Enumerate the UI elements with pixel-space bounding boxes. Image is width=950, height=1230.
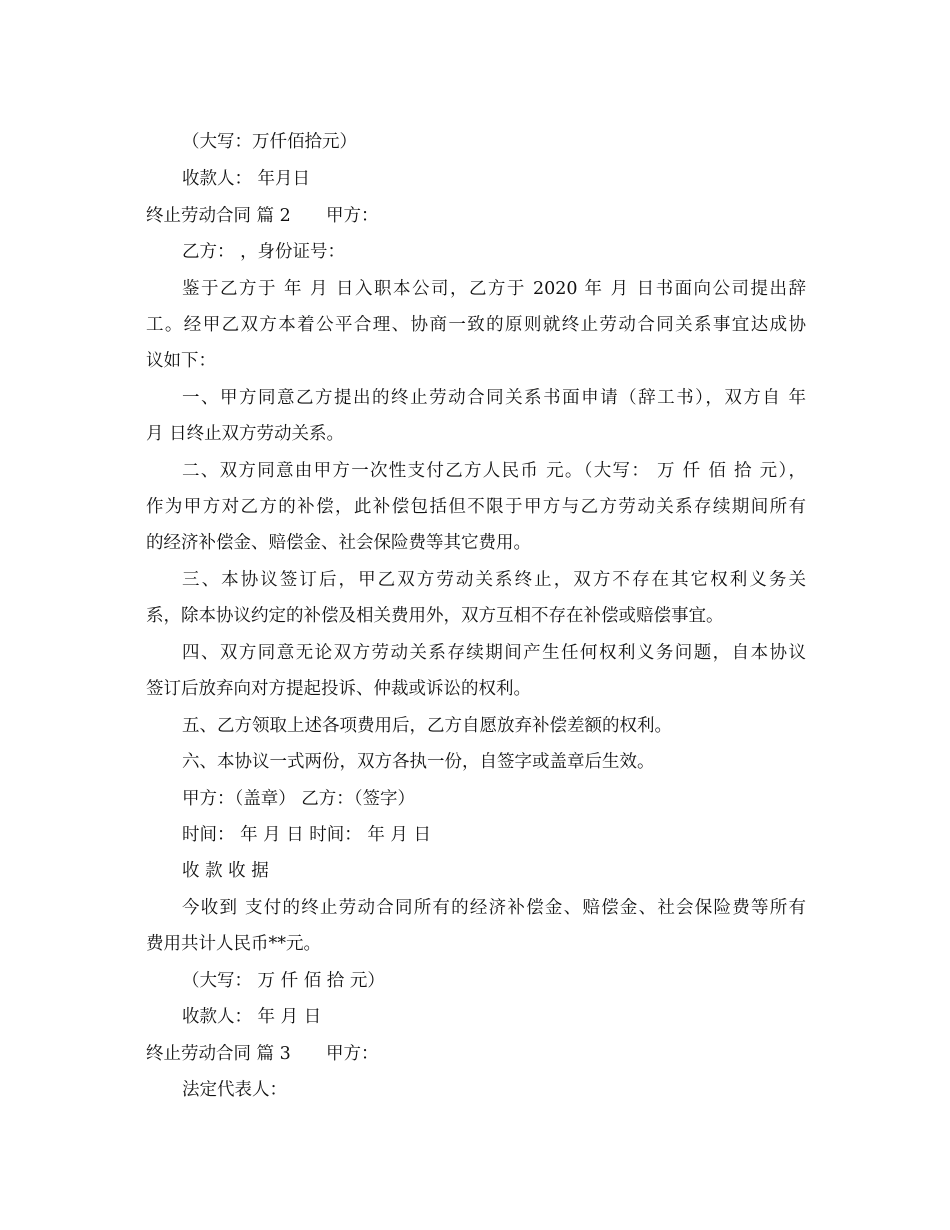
date-line: 时间： 年 月 日 时间： 年 月 日	[182, 825, 431, 845]
clause-3: 三、本协议签订后，甲乙双方劳动关系终止，双方不存在其它权利义务关	[182, 570, 806, 590]
clause-5: 五、乙方领取上述各项费用后，乙方自愿放弃补偿差额的权利。	[182, 716, 672, 736]
party-a-label: 甲方：	[326, 1044, 379, 1064]
clause-1-continued: 月 日终止双方劳动关系。	[146, 424, 345, 444]
paragraph-text-line: 工。经甲乙双方本着公平合理、协商一致的原则就终止劳动合同关系事宜达成协	[146, 315, 806, 335]
receipt-text: 今收到 支付的终止劳动合同所有的经济补偿金、赔偿金、社会保险费等所有	[182, 898, 806, 918]
legal-representative: 法定代表人：	[182, 1080, 287, 1100]
clause-3-continued: 系，除本协议约定的补偿及相关费用外，双方互相不存在补偿或赔偿事宜。	[146, 606, 724, 626]
clause-4: 四、双方同意无论双方劳动关系存续期间产生任何权利义务问题，自本协议	[182, 643, 806, 663]
receipt-amount-words: （大写： 万 仟 佰 拾 元）	[182, 971, 385, 991]
paragraph-amount-words: （大写：万仟佰拾元）	[182, 132, 357, 152]
clause-4-continued: 签订后放弃向对方提起投诉、仲裁或诉讼的权利。	[146, 679, 531, 699]
signature-line: 甲方：（盖章） 乙方：（签字）	[182, 789, 416, 809]
section-heading-2	[146, 205, 806, 227]
section-title: 终止劳动合同 篇 3	[146, 1044, 291, 1064]
clause-2: 二、双方同意由甲方一次性支付乙方人民币 元。（大写： 万 仟 佰 拾 元），	[182, 461, 806, 481]
receipt-title: 收 款 收 据	[182, 861, 269, 881]
receipt-text-continued: 费用共计人民币**元。	[146, 934, 321, 954]
clause-2-continued: 作为甲方对乙方的补偿，此补偿包括但不限于甲方与乙方劳动关系存续期间所有	[146, 497, 806, 517]
paragraph-text-line: 鉴于乙方于 年 月 日入职本公司，乙方于 2020 年 月 日书面向公司提出辞	[182, 279, 806, 299]
receipt-payee: 收款人： 年 月 日	[182, 1007, 322, 1027]
paragraph-text-line: 议如下：	[146, 351, 216, 371]
section-title: 终止劳动合同 篇 2	[146, 206, 291, 226]
clause-2-continued: 的经济补偿金、赔偿金、社会保险费等其它费用。	[146, 533, 531, 553]
party-a-label: 甲方：	[326, 206, 379, 226]
clause-6: 六、本协议一式两份，双方各执一份，自签字或盖章后生效。	[182, 752, 655, 772]
paragraph-payee: 收款人： 年月日	[182, 169, 311, 189]
section-heading-3	[146, 1043, 806, 1065]
paragraph-party-b: 乙方： ，身份证号：	[182, 242, 346, 262]
clause-1: 一、甲方同意乙方提出的终止劳动合同关系书面申请（辞工书），双方自 年	[182, 388, 806, 408]
